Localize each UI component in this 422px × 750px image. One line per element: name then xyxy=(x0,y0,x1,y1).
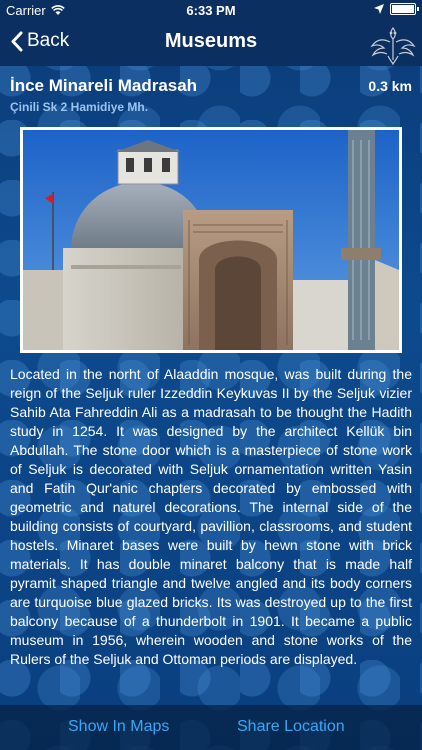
back-button[interactable] xyxy=(10,30,69,52)
place-distance: 0.3 km xyxy=(368,78,412,94)
place-header xyxy=(0,66,422,124)
location-arrow-icon xyxy=(374,4,384,14)
photo-frame xyxy=(20,127,402,353)
navigation-bar xyxy=(0,22,422,66)
show-in-maps-button[interactable]: Show In Maps xyxy=(68,718,170,735)
museum-description: Located in the norht of Alaaddin mosque, was built during the reign of the Seljuk ruler Izzeddin Keykuvas II by the Seljuk vizier Sahib Ata Fahreddin Ali as a madrasah to be thought the Hadith study in 1254. It was designed by the architect Kellük bin Abdullah. The stone door which is a masterpiece of stone work of Seljuk is decorated with Seljuk ornamentation written Yasin and Fatih Qur'anic chapters decorated by embossed with geometric and naturel decorations. The internal side of the building consists of courtyard, pavillion, classrooms, and student hostels. Minaret bases were built by hewn stone with brick materials. It has double minaret balcony that is made half pyramit shaped triangle and twelve angled and its body corners are turquoise blue glazed bricks. Its was destroyed up to the first balcony because of a thunderbolt in 1901. It became a public museum in 1956, wherein wooden and stone works of the Rulers of the Seljuk and Ottoman periods are displayed. xyxy=(10,366,412,667)
emblem-logo xyxy=(368,22,418,66)
place-name: İnce Minareli Madrasah xyxy=(10,76,198,95)
status-right xyxy=(374,3,416,15)
status-bar xyxy=(0,0,422,22)
chevron-left-icon xyxy=(10,31,23,52)
carrier-label: Carrier xyxy=(6,3,46,18)
museum-photo xyxy=(23,130,399,350)
place-address: Çinili Sk 2 Hamidiye Mh. xyxy=(10,100,149,114)
bottom-toolbar xyxy=(0,705,422,750)
status-time: 6:33 PM xyxy=(186,3,236,18)
page-title: Museums xyxy=(164,30,258,52)
share-location-button[interactable]: Share Location xyxy=(237,718,345,735)
back-label: Back xyxy=(27,30,70,51)
battery-icon xyxy=(390,3,416,15)
